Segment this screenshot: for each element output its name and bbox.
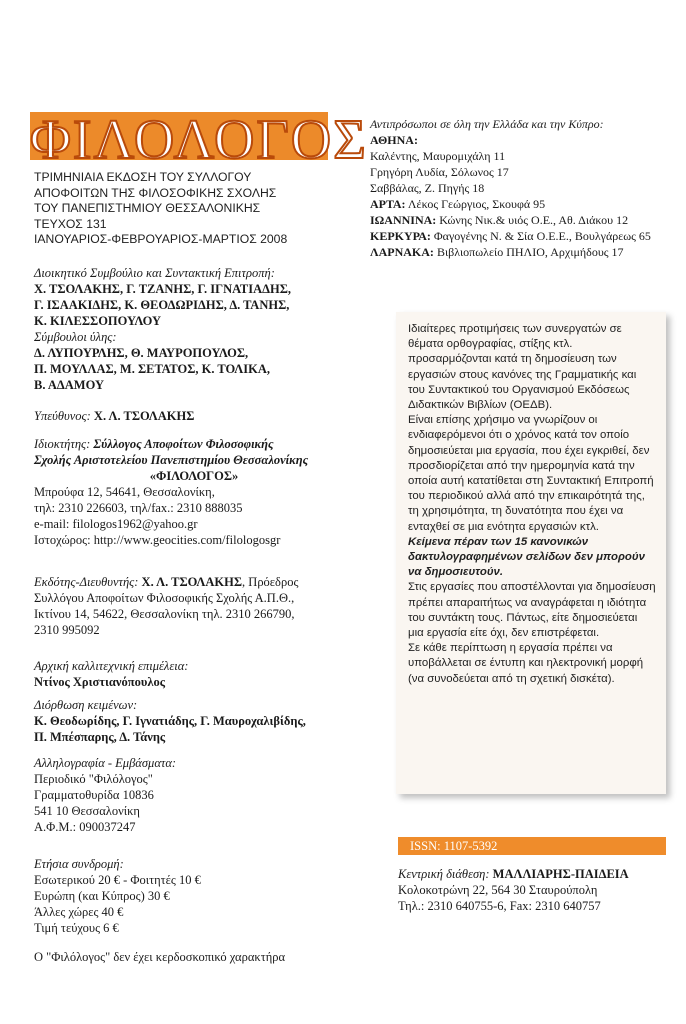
- publisher-line: Ικτίνου 14, 54622, Θεσσαλονίκη τηλ. 2310 266790,: [34, 607, 295, 621]
- notice-paragraph: Ιδιαίτερες προτιμήσεις των συνεργατών σε θέματα ορθογραφίας, στίξης κτλ. προσαρμόζονται κατά τη δημοσίευση των εργασιών στους κανόνες της Γραμματικής και του Συντακτικού του Οργανισμού Εκδόσεως Διδακτικών Βιβλίων (ΟΕΔΒ).: [408, 323, 637, 412]
- responsible-name: Χ. Λ. ΤΣΟΛΑΚΗΣ: [93, 409, 195, 423]
- subscription-line: Εσωτερικού 20 € - Φοιτητές 10 €: [34, 873, 201, 887]
- rep-larnaka: [370, 244, 670, 260]
- rep-text: Βιβλιοπωλείο ΠΗΛΙΟ, Αρχιμήδους 17: [433, 245, 624, 259]
- publisher-line: 2310 995092: [34, 623, 100, 637]
- mail-line: Γραμματοθυρίδα 10836: [34, 788, 154, 802]
- owner-name-cont: Σχολής Αριστοτελείου Πανεπιστημίου Θεσσαλονίκης: [34, 453, 309, 467]
- publisher-role: , Πρόεδρος: [242, 575, 299, 589]
- owner-email[interactable]: e-mail: filologos1962@yahoo.gr: [34, 517, 198, 531]
- advisors-members: Β. ΑΔΑΜΟΥ: [34, 378, 105, 392]
- owner-title: «ΦΙΛΟΛΟΓΟΣ»: [149, 469, 239, 483]
- rep-text: Φαγογένης Ν. & Σία Ο.Ε.Ε., Βουλγάρεως 65: [430, 229, 651, 243]
- distribution-name: ΜΑΛΛΙΑΡΗΣ-ΠΑΙΔΕΙΑ: [492, 867, 629, 881]
- art-section: [34, 658, 344, 690]
- notice-paragraph: Σε κάθε περίπτωση η εργασία πρέπει να υποβάλλεται σε έντυπη και ηλεκτρονική μορφή (να συνοδεύεται από τη σχετική δισκέτα).: [408, 642, 644, 685]
- proof-section: [34, 697, 364, 745]
- mail-section: [34, 755, 344, 835]
- owner-name: Σύλλογος Αποφοίτων Φιλοσοφικής: [93, 437, 274, 451]
- rep-city: ΛΑΡΝΑΚΑ:: [370, 245, 434, 259]
- distribution-label: Κεντρική διάθεση:: [398, 867, 490, 881]
- magazine-logo: [30, 109, 368, 171]
- subscription-label: Ετήσια συνδρομή:: [34, 857, 124, 871]
- header-line: ΑΠΟΦΟΙΤΩΝ ΤΗΣ ΦΙΛΟΣΟΦΙΚΗΣ ΣΧΟΛΗΣ: [34, 185, 277, 200]
- distribution-phone: Τηλ.: 2310 640755-6, Fax: 2310 640757: [398, 899, 601, 913]
- publisher-line: Συλλόγου Αποφοίτων Φιλοσοφικής Σχολής Α.Π.Θ.,: [34, 591, 295, 605]
- advisors-label: Σύμβουλοι ύλης:: [34, 330, 117, 344]
- mail-line: Περιοδικό "Φιλόλογος": [34, 772, 153, 786]
- notice-page-limit: Κείμενα πέραν των 15 κανονικών δακτυλογραφημένων σελίδων δεν μπορούν να δημοσιευτούν.: [408, 535, 645, 579]
- rep-ioannina: [370, 212, 670, 228]
- board-label: Διοικητικό Συμβούλιο και Συντακτική Επιτροπή:: [34, 266, 275, 280]
- tax-id: Α.Φ.Μ.: 090037247: [34, 820, 136, 834]
- logo-text: ΦΙΛΟΛΟΓΟΣ: [30, 109, 368, 171]
- responsible-label: Υπεύθυνος:: [34, 409, 91, 423]
- notice-paragraph: Είναι επίσης χρήσιμο να γνωρίζουν οι ενδιαφερόμενοι ότι ο χρόνος κατά τον οποίο δημοσιεύεται μια εργασία, που έχει εγκριθεί, δεν προσδιορίζεται από την ημερομηνία κατά την οποία αυτή κατατίθεται στη Συντακτική Επιτροπή του περιοδικού αλλά από την επικαιρότητά της, τη χρησιμότητα, τη δυνατότητα που έχει να ενταχθεί σε μια ενότητα εργασιών κτλ.: [408, 414, 654, 533]
- owner-website[interactable]: Ιστοχώρος: http://www.geocities.com/filologosgr: [34, 533, 281, 547]
- advisors-members: Δ. ΛΥΠΟΥΡΛΗΣ, Θ. ΜΑΥΡΟΠΟΥΛΟΣ,: [34, 346, 249, 360]
- header-line: ΤΟΥ ΠΑΝΕΠΙΣΤΗΜΙΟΥ ΘΕΣΣΑΛΟΝΙΚΗΣ: [34, 201, 261, 215]
- publisher-section: [34, 574, 364, 638]
- athens-rep: Καλέντης, Μαυρομιχάλη 11: [370, 149, 506, 163]
- publisher-label: Εκδότης-Διευθυντής:: [34, 575, 139, 589]
- distribution-section: [398, 866, 678, 914]
- rep-text: Κώνης Νικ.& υιός Ο.Ε., Αθ. Διάκου 12: [436, 213, 629, 227]
- responsible-section: [34, 408, 344, 424]
- athens-heading: ΑΘΗΝΑ:: [370, 133, 418, 147]
- rep-arta: [370, 196, 670, 212]
- owner-label: Ιδιοκτήτης:: [34, 437, 91, 451]
- board-members: Χ. ΤΣΟΛΑΚΗΣ, Γ. ΤΖΑΝΗΣ, Γ. ΙΓΝΑΤΙΑΔΗΣ,: [34, 282, 291, 296]
- owner-address: Μπρούφα 12, 54641, Θεσσαλονίκη,: [34, 485, 215, 499]
- subscription-section: [34, 856, 344, 936]
- mail-line: 541 10 Θεσσαλονίκη: [34, 804, 140, 818]
- contributors-notice: [396, 312, 666, 794]
- proof-names: Π. Μπέσπαρης, Δ. Τάνης: [34, 730, 166, 744]
- issn-banner: [398, 837, 666, 855]
- reps-label: Αντιπρόσωποι σε όλη την Ελλάδα και την Κύπρο:: [370, 117, 604, 131]
- proof-names: Κ. Θεοδωρίδης, Γ. Ιγνατιάδης, Γ. Μαυροχαλιβίδης,: [34, 714, 306, 728]
- mail-label: Αλληλογραφία - Εμβάσματα:: [34, 756, 177, 770]
- publication-header: [34, 170, 334, 248]
- proof-label: Διόρθωση κειμένων:: [34, 698, 138, 712]
- subscription-line: Άλλες χώρες 40 €: [34, 905, 124, 919]
- issue-number: ΤΕΥΧΟΣ 131: [34, 216, 107, 231]
- rep-city: ΚΕΡΚΥΡΑ:: [370, 229, 431, 243]
- board-members: Κ. ΚΙΛΕΣΣΟΠΟΥΛΟΥ: [34, 314, 162, 328]
- representatives-section: [370, 116, 670, 260]
- owner-phone: τηλ: 2310 226603, τηλ/fax.: 2310 888035: [34, 501, 243, 515]
- art-label: Αρχική καλλιτεχνική επιμέλεια:: [34, 659, 189, 673]
- athens-rep: Γρηγόρη Λυδία, Σόλωνος 17: [370, 165, 509, 179]
- board-section: [34, 265, 344, 393]
- distribution-address: Κολοκοτρώνη 22, 564 30 Σταυρούπολη: [398, 883, 598, 897]
- publisher-name: Χ. Λ. ΤΣΟΛΑΚΗΣ: [141, 575, 243, 589]
- rep-city: ΙΩΑΝΝΙΝΑ:: [370, 213, 437, 227]
- advisors-members: Π. ΜΟΥΛΛΑΣ, Μ. ΣΕΤΑΤΟΣ, Κ. ΤΟΛΙΚΑ,: [34, 362, 271, 376]
- notice-paragraph: Στις εργασίες που αποστέλλονται για δημοσίευση πρέπει απαραιτήτως να αναγράφεται η ιδιότητα του συντάκτη τους. Πάντως, είτε δημοσιεύεται μια εργασία είτε όχι, δεν επιστρέφεται.: [408, 581, 656, 640]
- rep-city: ΑΡΤΑ:: [370, 197, 406, 211]
- rep-kerkyra: [370, 228, 670, 244]
- athens-rep: Σαββάλας, Ζ. Πηγής 18: [370, 181, 485, 195]
- board-members: Γ. ΙΣΑΑΚΙΔΗΣ, Κ. ΘΕΟΔΩΡΙΔΗΣ, Δ. ΤΑΝΗΣ,: [34, 298, 290, 312]
- issn-text: ISSN: 1107-5392: [410, 839, 498, 853]
- nonprofit-note: Ο "Φιλόλογος" δεν έχει κερδοσκοπικό χαρακτήρα: [34, 950, 286, 964]
- issue-period: ΙΑΝΟΥΑΡΙΟΣ-ΦΕΒΡΟΥΑΡΙΟΣ-ΜΑΡΤΙΟΣ 2008: [34, 232, 288, 246]
- header-line: ΤΡΙΜΗΝΙΑΙΑ ΕΚΔΟΣΗ ΤΟΥ ΣΥΛΛΟΓΟΥ: [34, 170, 252, 184]
- subscription-line: Ευρώπη (και Κύπρος) 30 €: [34, 889, 170, 903]
- rep-text: Λέκος Γεώργιος, Σκουφά 95: [405, 197, 546, 211]
- subscription-line: Τιμή τεύχους 6 €: [34, 921, 119, 935]
- owner-section: [34, 436, 354, 548]
- art-name: Ντίνος Χριστιανόπουλος: [34, 675, 165, 689]
